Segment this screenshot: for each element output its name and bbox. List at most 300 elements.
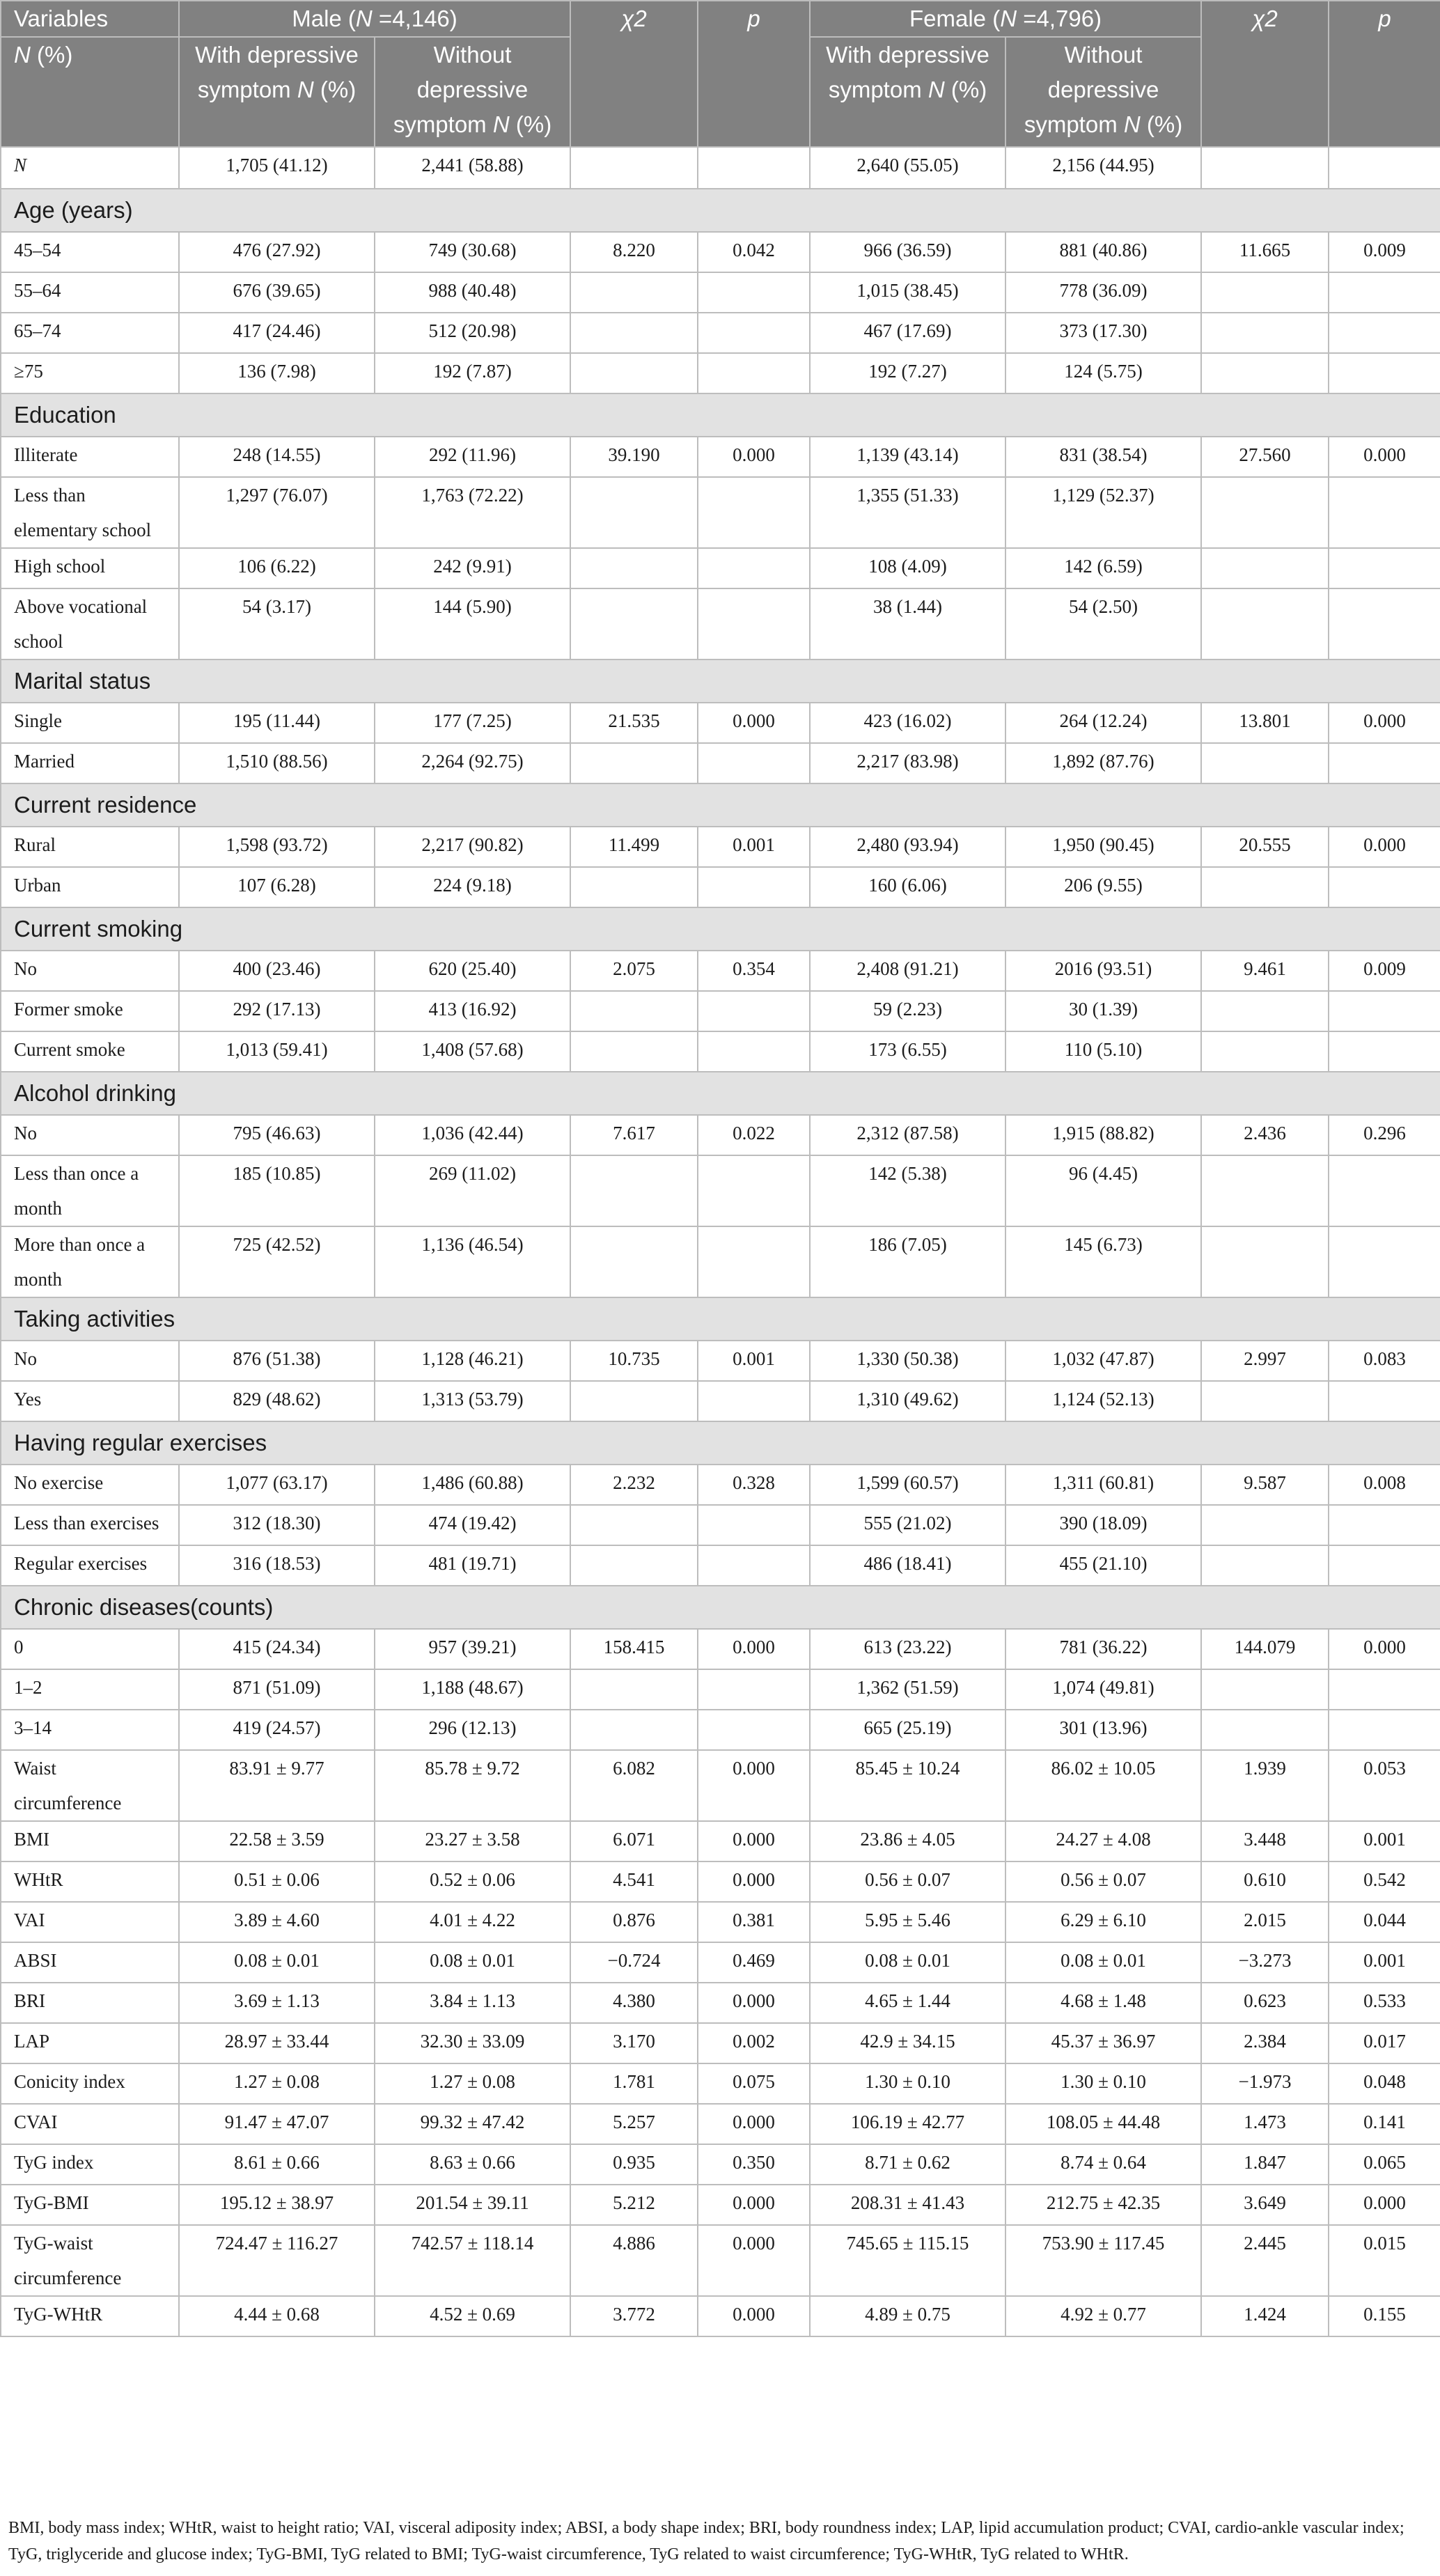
row-label: 45–54 — [1, 232, 179, 272]
table-row — [1, 1465, 1440, 1505]
table-cell — [570, 1545, 698, 1586]
table-cell: 0.51 ± 0.06 — [179, 1861, 375, 1902]
section-label: Marital status — [1, 659, 1440, 703]
table-cell — [1329, 147, 1440, 189]
table-cell — [1201, 1710, 1329, 1750]
female-with-dep-header: With depressive symptom N (%) — [810, 37, 1005, 147]
table-cell: 0.000 — [1329, 437, 1440, 477]
table-cell — [1329, 548, 1440, 588]
table-cell: 0.009 — [1329, 232, 1440, 272]
table-cell — [1201, 991, 1329, 1031]
table-cell — [698, 477, 810, 548]
table-cell: 0.065 — [1329, 2144, 1440, 2185]
table-row — [1, 437, 1440, 477]
section-label: Education — [1, 393, 1440, 437]
table-cell — [1201, 1226, 1329, 1297]
section-header-row — [1, 1072, 1440, 1115]
table-cell — [1201, 1381, 1329, 1421]
table-cell: 28.97 ± 33.44 — [179, 2023, 375, 2063]
table-cell: 555 (21.02) — [810, 1505, 1005, 1545]
table-cell: 173 (6.55) — [810, 1031, 1005, 1072]
table-cell — [570, 991, 698, 1031]
table-cell: 0.52 ± 0.06 — [375, 1861, 570, 1902]
table-row — [1, 2296, 1440, 2336]
table-cell: 1,188 (48.67) — [375, 1669, 570, 1710]
table-cell: 455 (21.10) — [1005, 1545, 1201, 1586]
table-cell: 269 (11.02) — [375, 1155, 570, 1226]
table-cell: 54 (2.50) — [1005, 588, 1201, 659]
table-cell: 966 (36.59) — [810, 232, 1005, 272]
table-cell: 1,330 (50.38) — [810, 1341, 1005, 1381]
row-label: No — [1, 1115, 179, 1155]
row-label: Conicity index — [1, 2063, 179, 2104]
table-cell — [1329, 1381, 1440, 1421]
table-row — [1, 951, 1440, 991]
row-label: Regular exercises — [1, 1545, 179, 1586]
table-cell: 467 (17.69) — [810, 313, 1005, 353]
table-cell: 390 (18.09) — [1005, 1505, 1201, 1545]
female-group-header: Female (N =4,796) — [810, 1, 1201, 37]
table-cell: 423 (16.02) — [810, 703, 1005, 743]
table-cell: 0.017 — [1329, 2023, 1440, 2063]
table-cell: 0.610 — [1201, 1861, 1329, 1902]
table-cell: 107 (6.28) — [179, 867, 375, 907]
table-cell: 124 (5.75) — [1005, 353, 1201, 393]
table-cell: 2,441 (58.88) — [375, 147, 570, 189]
table-row — [1, 588, 1440, 659]
table-cell: 142 (6.59) — [1005, 548, 1201, 588]
table-cell: 8.63 ± 0.66 — [375, 2144, 570, 2185]
table-cell — [1201, 147, 1329, 189]
table-cell — [570, 1710, 698, 1750]
table-cell: 0.354 — [698, 951, 810, 991]
table-cell: 9.461 — [1201, 951, 1329, 991]
row-label: Waist circumference — [1, 1750, 179, 1821]
section-header-row — [1, 1586, 1440, 1629]
table-cell — [1329, 1155, 1440, 1226]
row-label: ABSI — [1, 1942, 179, 1983]
chi2-header-female: χ2 — [1201, 1, 1329, 147]
table-cell: 2,156 (44.95) — [1005, 147, 1201, 189]
table-cell: 413 (16.92) — [375, 991, 570, 1031]
section-header-row — [1, 1297, 1440, 1341]
table-row — [1, 2104, 1440, 2144]
table-cell: 1,013 (59.41) — [179, 1031, 375, 1072]
row-label: BRI — [1, 1983, 179, 2023]
section-header-row — [1, 1421, 1440, 1465]
table-cell: 0.469 — [698, 1942, 810, 1983]
row-label: CVAI — [1, 2104, 179, 2144]
table-row — [1, 2063, 1440, 2104]
row-label: No — [1, 951, 179, 991]
table-cell: 32.30 ± 33.09 — [375, 2023, 570, 2063]
table-cell: 21.535 — [570, 703, 698, 743]
table-cell: 2,217 (90.82) — [375, 827, 570, 867]
table-row — [1, 2225, 1440, 2296]
section-header-row — [1, 907, 1440, 951]
table-cell: 23.86 ± 4.05 — [810, 1821, 1005, 1861]
table-cell — [698, 272, 810, 313]
table-cell: 8.74 ± 0.64 — [1005, 2144, 1201, 2185]
row-label-text: N — [14, 155, 27, 175]
table-cell: 1,297 (76.07) — [179, 477, 375, 548]
table-cell: 0.001 — [1329, 1821, 1440, 1861]
table-row — [1, 272, 1440, 313]
table-cell — [698, 1710, 810, 1750]
table-cell: −0.724 — [570, 1942, 698, 1983]
table-cell: 1,311 (60.81) — [1005, 1465, 1201, 1505]
table-row — [1, 313, 1440, 353]
row-label: Urban — [1, 867, 179, 907]
table-cell — [570, 743, 698, 783]
table-cell: 0.042 — [698, 232, 810, 272]
table-cell: 22.58 ± 3.59 — [179, 1821, 375, 1861]
table-cell: 1.30 ± 0.10 — [1005, 2063, 1201, 2104]
table-cell: 0.083 — [1329, 1341, 1440, 1381]
table-cell: 0.002 — [698, 2023, 810, 2063]
table-cell: 0.000 — [1329, 2185, 1440, 2225]
table-cell: 481 (19.71) — [375, 1545, 570, 1586]
table-cell: 0.000 — [1329, 703, 1440, 743]
table-row — [1, 1155, 1440, 1226]
table-cell: 0.001 — [698, 1341, 810, 1381]
table-cell: 778 (36.09) — [1005, 272, 1201, 313]
table-cell: 2,480 (93.94) — [810, 827, 1005, 867]
table-cell: 957 (39.21) — [375, 1629, 570, 1669]
table-cell: 160 (6.06) — [810, 867, 1005, 907]
table-cell: 0.08 ± 0.01 — [810, 1942, 1005, 1983]
row-label: 0 — [1, 1629, 179, 1669]
table-row — [1, 1031, 1440, 1072]
table-cell: 38 (1.44) — [810, 588, 1005, 659]
table-cell: 106.19 ± 42.77 — [810, 2104, 1005, 2144]
variables-header: Variables — [1, 1, 179, 37]
table-row — [1, 1710, 1440, 1750]
table-cell: 83.91 ± 9.77 — [179, 1750, 375, 1821]
table-cell: 2,217 (83.98) — [810, 743, 1005, 783]
table-cell: 0.623 — [1201, 1983, 1329, 2023]
table-cell: 0.000 — [1329, 1629, 1440, 1669]
table-cell: 8.71 ± 0.62 — [810, 2144, 1005, 2185]
table-cell: 1,124 (52.13) — [1005, 1381, 1201, 1421]
table-cell: 486 (18.41) — [810, 1545, 1005, 1586]
table-cell: 177 (7.25) — [375, 703, 570, 743]
male-group-header: Male (N =4,146) — [179, 1, 570, 37]
table-cell: 96 (4.45) — [1005, 1155, 1201, 1226]
table-row — [1, 1505, 1440, 1545]
table-cell: 301 (13.96) — [1005, 1710, 1201, 1750]
table-cell: 145 (6.73) — [1005, 1226, 1201, 1297]
table-cell: 3.69 ± 1.13 — [179, 1983, 375, 2023]
row-label: Current smoke — [1, 1031, 179, 1072]
table-row — [1, 1983, 1440, 2023]
table-cell: 0.075 — [698, 2063, 810, 2104]
table-cell: 1.939 — [1201, 1750, 1329, 1821]
table-cell: 1,362 (51.59) — [810, 1669, 1005, 1710]
table-cell: 0.048 — [1329, 2063, 1440, 2104]
table-cell — [698, 147, 810, 189]
table-cell: 2.232 — [570, 1465, 698, 1505]
table-cell: 144.079 — [1201, 1629, 1329, 1669]
table-cell: 0.008 — [1329, 1465, 1440, 1505]
row-label: Married — [1, 743, 179, 783]
table-cell: 208.31 ± 41.43 — [810, 2185, 1005, 2225]
table-cell: 20.555 — [1201, 827, 1329, 867]
table-row — [1, 1902, 1440, 1942]
table-cell: 0.08 ± 0.01 — [179, 1942, 375, 1983]
p-header-male: p — [698, 1, 810, 147]
section-header-row — [1, 783, 1440, 827]
table-cell — [1201, 272, 1329, 313]
table-cell: 224 (9.18) — [375, 867, 570, 907]
table-row — [1, 232, 1440, 272]
table-cell: 0.000 — [698, 1983, 810, 2023]
female-without-dep-header: Without depressive symptom N (%) — [1005, 37, 1201, 147]
table-row — [1, 147, 1440, 189]
table-cell — [1201, 477, 1329, 548]
table-row — [1, 1942, 1440, 1983]
table-cell — [1201, 1545, 1329, 1586]
table-cell: 264 (12.24) — [1005, 703, 1201, 743]
row-label: No exercise — [1, 1465, 179, 1505]
table-cell: 11.665 — [1201, 232, 1329, 272]
table-cell — [570, 477, 698, 548]
table-cell: 8.61 ± 0.66 — [179, 2144, 375, 2185]
table-cell: 2.445 — [1201, 2225, 1329, 2296]
table-cell: 1,892 (87.76) — [1005, 743, 1201, 783]
table-cell: 3.170 — [570, 2023, 698, 2063]
table-cell: 1,074 (49.81) — [1005, 1669, 1201, 1710]
table-cell — [698, 313, 810, 353]
table-cell: 296 (12.13) — [375, 1710, 570, 1750]
table-cell: 2.997 — [1201, 1341, 1329, 1381]
table-cell: 9.587 — [1201, 1465, 1329, 1505]
table-cell: 206 (9.55) — [1005, 867, 1201, 907]
table-cell: 1.30 ± 0.10 — [810, 2063, 1005, 2104]
table-cell: 1,036 (42.44) — [375, 1115, 570, 1155]
section-label: Chronic diseases(counts) — [1, 1586, 1440, 1629]
table-cell: 620 (25.40) — [375, 951, 570, 991]
row-label: Rural — [1, 827, 179, 867]
row-label: 1–2 — [1, 1669, 179, 1710]
table-cell — [1201, 1031, 1329, 1072]
table-cell — [1329, 1031, 1440, 1072]
table-cell: 2.015 — [1201, 1902, 1329, 1942]
table-cell — [1201, 313, 1329, 353]
table-cell — [698, 588, 810, 659]
table-cell: 4.68 ± 1.48 — [1005, 1983, 1201, 2023]
table-cell: 10.735 — [570, 1341, 698, 1381]
table-cell: 1,355 (51.33) — [810, 477, 1005, 548]
row-label: Less than exercises — [1, 1505, 179, 1545]
row-label: Less than once a month — [1, 1155, 179, 1226]
table-row — [1, 1381, 1440, 1421]
table-cell: 1,136 (46.54) — [375, 1226, 570, 1297]
table-cell — [570, 1031, 698, 1072]
table-cell — [1201, 743, 1329, 783]
row-label: Yes — [1, 1381, 179, 1421]
table-cell: 85.78 ± 9.72 — [375, 1750, 570, 1821]
table-cell: 3.448 — [1201, 1821, 1329, 1861]
row-label: No — [1, 1341, 179, 1381]
table-cell — [570, 1505, 698, 1545]
table-cell: 144 (5.90) — [375, 588, 570, 659]
table-cell: 753.90 ± 117.45 — [1005, 2225, 1201, 2296]
table-cell: 1,408 (57.68) — [375, 1031, 570, 1072]
table-row — [1, 2185, 1440, 2225]
table-row — [1, 1750, 1440, 1821]
table-cell: 158.415 — [570, 1629, 698, 1669]
table-cell: 2,312 (87.58) — [810, 1115, 1005, 1155]
table-cell: 91.47 ± 47.07 — [179, 2104, 375, 2144]
table-cell: 4.89 ± 0.75 — [810, 2296, 1005, 2336]
table-cell — [1329, 272, 1440, 313]
table-cell: 242 (9.91) — [375, 548, 570, 588]
table-cell: 0.000 — [698, 437, 810, 477]
table-cell — [1201, 548, 1329, 588]
table-row — [1, 703, 1440, 743]
table-cell: 4.52 ± 0.69 — [375, 2296, 570, 2336]
row-label: High school — [1, 548, 179, 588]
table-cell: 0.935 — [570, 2144, 698, 2185]
male-without-dep-header: Without depressive symptom N (%) — [375, 37, 570, 147]
table-cell — [1329, 867, 1440, 907]
row-label: Former smoke — [1, 991, 179, 1031]
table-cell — [1329, 1226, 1440, 1297]
table-cell — [1201, 1669, 1329, 1710]
section-label: Having regular exercises — [1, 1421, 1440, 1465]
table-cell: 1.424 — [1201, 2296, 1329, 2336]
table-cell: 1,139 (43.14) — [810, 437, 1005, 477]
table-cell: 881 (40.86) — [1005, 232, 1201, 272]
table-cell: 1.27 ± 0.08 — [179, 2063, 375, 2104]
table-cell: 0.08 ± 0.01 — [375, 1942, 570, 1983]
table-cell: 136 (7.98) — [179, 353, 375, 393]
table-row — [1, 1821, 1440, 1861]
table-row — [1, 353, 1440, 393]
table-cell — [698, 1031, 810, 1072]
table-cell: 0.000 — [698, 1629, 810, 1669]
section-label: Alcohol drinking — [1, 1072, 1440, 1115]
table-cell: 195 (11.44) — [179, 703, 375, 743]
table-cell — [1329, 1545, 1440, 1586]
table-cell — [570, 353, 698, 393]
table-cell: 665 (25.19) — [810, 1710, 1005, 1750]
table-cell: 3.89 ± 4.60 — [179, 1902, 375, 1942]
table-cell: 7.617 — [570, 1115, 698, 1155]
table-cell: 59 (2.23) — [810, 991, 1005, 1031]
row-label: ≥75 — [1, 353, 179, 393]
table-cell: 1,599 (60.57) — [810, 1465, 1005, 1505]
table-cell: 292 (17.13) — [179, 991, 375, 1031]
table-cell: 725 (42.52) — [179, 1226, 375, 1297]
table-cell: 292 (11.96) — [375, 437, 570, 477]
table-cell: 676 (39.65) — [179, 272, 375, 313]
table-cell — [698, 1155, 810, 1226]
table-cell: 1,077 (63.17) — [179, 1465, 375, 1505]
table-cell: 829 (48.62) — [179, 1381, 375, 1421]
row-label: 55–64 — [1, 272, 179, 313]
table-cell — [570, 147, 698, 189]
male-with-dep-header: With depressive symptom N (%) — [179, 37, 375, 147]
table-cell — [698, 353, 810, 393]
table-cell — [698, 548, 810, 588]
table-cell — [570, 1381, 698, 1421]
table-cell: 0.000 — [698, 2104, 810, 2144]
table-cell: 0.56 ± 0.07 — [810, 1861, 1005, 1902]
table-cell: 192 (7.87) — [375, 353, 570, 393]
table-cell: 0.56 ± 0.07 — [1005, 1861, 1201, 1902]
table-cell — [1329, 313, 1440, 353]
table-cell: 13.801 — [1201, 703, 1329, 743]
table-cell: 512 (20.98) — [375, 313, 570, 353]
table-cell: 0.000 — [698, 2296, 810, 2336]
table-cell: 0.155 — [1329, 2296, 1440, 2336]
table-cell: 1.847 — [1201, 2144, 1329, 2185]
table-cell: 2.436 — [1201, 1115, 1329, 1155]
table-cell — [1201, 867, 1329, 907]
table-row — [1, 2144, 1440, 2185]
section-label: Taking activities — [1, 1297, 1440, 1341]
table-cell: 186 (7.05) — [810, 1226, 1005, 1297]
table-cell — [1329, 477, 1440, 548]
table-cell — [570, 548, 698, 588]
table-cell: 417 (24.46) — [179, 313, 375, 353]
table-cell: 0.022 — [698, 1115, 810, 1155]
table-row — [1, 1861, 1440, 1902]
table-row — [1, 1115, 1440, 1155]
p-header-female: p — [1329, 1, 1440, 147]
table-cell: 1,705 (41.12) — [179, 147, 375, 189]
table-cell: 0.053 — [1329, 1750, 1440, 1821]
table-row — [1, 1545, 1440, 1586]
table-cell: 108 (4.09) — [810, 548, 1005, 588]
table-cell: 248 (14.55) — [179, 437, 375, 477]
table-cell: 5.212 — [570, 2185, 698, 2225]
table-row — [1, 827, 1440, 867]
table-cell: −3.273 — [1201, 1942, 1329, 1983]
table-cell — [1329, 1710, 1440, 1750]
table-cell — [570, 313, 698, 353]
table-cell — [698, 743, 810, 783]
table-footnote: BMI, body mass index; WHtR, waist to height ratio; VAI, visceral adiposity index; ABSI, a body shape index; BRI, body roundness index; LAP, lipid accumulation product; CVAI, cardio-ankle vascular index; TyG, triglyceride and glucose index; TyG-BMI, TyG related to BMI; TyG-waist circumference, TyG related to waist circumference; TyG-WHtR, TyG related to WHtR. — [8, 2519, 1404, 2563]
table-cell: 1,915 (88.82) — [1005, 1115, 1201, 1155]
table-cell: 1,032 (47.87) — [1005, 1341, 1201, 1381]
table-cell — [1329, 743, 1440, 783]
row-label: TyG-WHtR — [1, 2296, 179, 2336]
table-cell: 474 (19.42) — [375, 1505, 570, 1545]
row-label — [1, 147, 179, 189]
table-cell — [570, 1155, 698, 1226]
table-cell: 4.92 ± 0.77 — [1005, 2296, 1201, 2336]
chi2-header-male: χ2 — [570, 1, 698, 147]
table-cell — [698, 1545, 810, 1586]
row-label: LAP — [1, 2023, 179, 2063]
table-cell: 11.499 — [570, 827, 698, 867]
table-cell: 4.541 — [570, 1861, 698, 1902]
table-cell — [698, 1381, 810, 1421]
table-cell: 1,015 (38.45) — [810, 272, 1005, 313]
table-cell: 8.220 — [570, 232, 698, 272]
row-label: VAI — [1, 1902, 179, 1942]
table-row — [1, 2023, 1440, 2063]
table-cell — [1329, 353, 1440, 393]
table-row — [1, 991, 1440, 1031]
row-label: More than once a month — [1, 1226, 179, 1297]
table-cell: 3.84 ± 1.13 — [375, 1983, 570, 2023]
table-cell: 795 (46.63) — [179, 1115, 375, 1155]
table-cell — [698, 1226, 810, 1297]
